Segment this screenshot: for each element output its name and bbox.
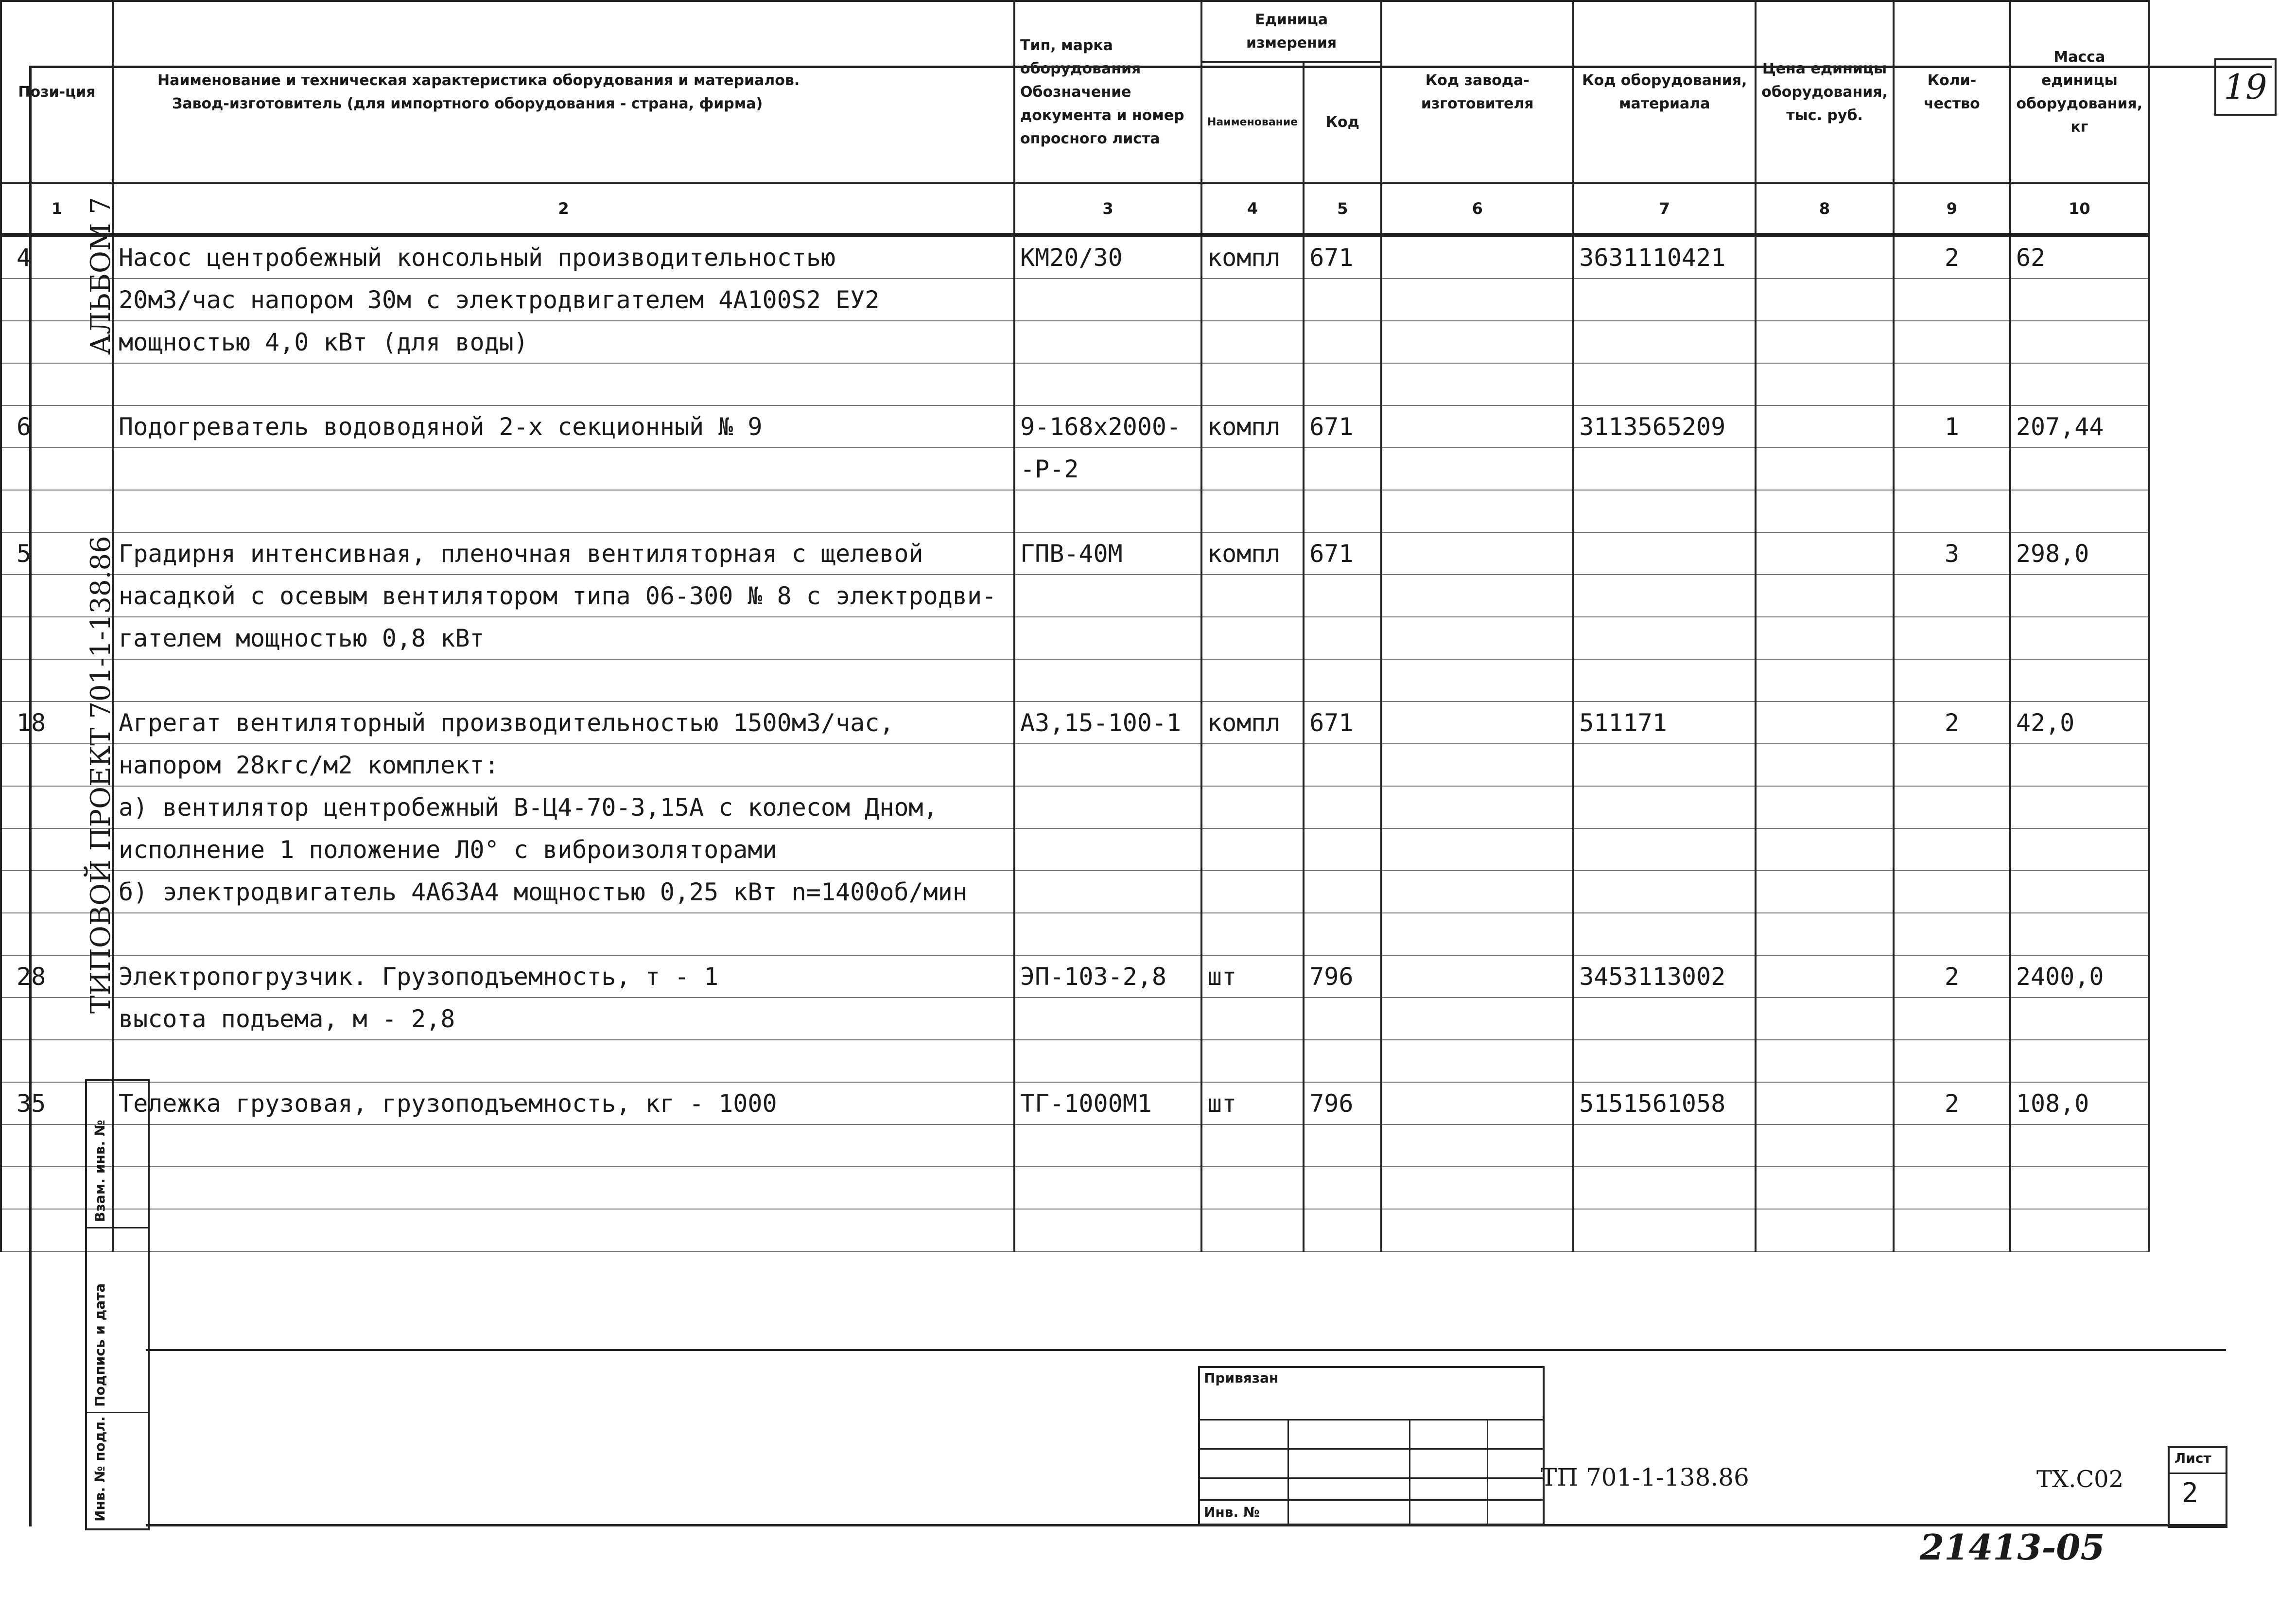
mass-cell: 62	[2010, 235, 2149, 279]
binding-label: Привязан	[1204, 1370, 1279, 1386]
stamp-vline	[1287, 1419, 1289, 1524]
header-unit-name: Наименование	[1201, 62, 1304, 183]
unit-cell: шт	[1201, 1082, 1304, 1124]
side-cell-replaced-inv	[87, 1081, 148, 1228]
col-number: 4	[1201, 183, 1304, 235]
type-cell: КМ20/30	[1014, 235, 1201, 279]
mass-cell: 207,44	[2010, 405, 2149, 448]
header-mass: Масса единицы оборудования, кг	[2010, 1, 2149, 183]
quantity-cell: 2	[1894, 1082, 2010, 1124]
col-number: 10	[2010, 183, 2149, 235]
stamp-vline	[1487, 1419, 1488, 1524]
side-cell-signature-date	[87, 1227, 148, 1413]
name-cell: исполнение 1 положение Л0° с виброизоляторами	[113, 828, 1014, 871]
position-cell: 35	[1, 1082, 113, 1124]
name-cell: Тележка грузовая, грузоподъемность, кг - 1000	[113, 1082, 1014, 1124]
equipment-code-cell: 3453113002	[1573, 955, 1756, 998]
unit-code-cell: 671	[1304, 701, 1381, 744]
unit-cell: компл	[1201, 701, 1304, 744]
quantity-cell: 3	[1894, 532, 2010, 575]
unit-code-cell: 796	[1304, 1082, 1381, 1124]
name-cell: Агрегат вентиляторный производительностью 1500м3/час,	[113, 701, 1014, 744]
document-mark: ТХ.С02	[2036, 1466, 2124, 1493]
equipment-code-cell: 3631110421	[1573, 235, 1756, 279]
side-cell-label: Подпись и дата	[92, 1283, 108, 1407]
col-number: 6	[1381, 183, 1573, 235]
type-cell: -Р-2	[1014, 448, 1201, 490]
name-cell: Градирня интенсивная, пленочная вентиляторная с щелевой	[113, 532, 1014, 575]
col-number: 8	[1756, 183, 1894, 235]
unit-cell: компл	[1201, 405, 1304, 448]
drawing-frame	[29, 66, 2272, 1526]
sheet-label: Лист	[2174, 1450, 2211, 1466]
col-number: 7	[1573, 183, 1756, 235]
unit-code-cell: 671	[1304, 532, 1381, 575]
type-cell: ГПВ-40М	[1014, 532, 1201, 575]
header-unit-group: Единица измерения	[1201, 1, 1381, 62]
col-number: 3	[1014, 183, 1201, 235]
album-label: АЛЬБОМ 7	[85, 197, 117, 355]
stamp-line	[1200, 1419, 1543, 1420]
position-cell: 18	[1, 701, 113, 744]
position-cell: 5	[1, 532, 113, 575]
unit-cell: шт	[1201, 955, 1304, 998]
stamp-line	[1200, 1448, 1543, 1450]
equipment-code-cell: 3113565209	[1573, 405, 1756, 448]
col-number: 9	[1894, 183, 2010, 235]
side-cell-label: Взам. инв. №	[92, 1120, 108, 1222]
mass-cell: 298,0	[2010, 532, 2149, 575]
col-number: 5	[1304, 183, 1381, 235]
header-position: Пози-ция	[1, 1, 113, 183]
position-cell: 28	[1, 955, 113, 998]
header-type: Тип, марка оборудования Обозначение документа и номер опросного листа	[1014, 1, 1201, 183]
header-price: Цена единицы оборудования, тыс. руб.	[1756, 1, 1894, 183]
name-cell: б) электродвигатель 4А63А4 мощностью 0,25 кВт n=1400об/мин	[113, 871, 1014, 913]
frame-bottom-line	[146, 1524, 2226, 1526]
name-cell: мощностью 4,0 кВт (для воды)	[113, 321, 1014, 363]
type-cell: ТГ-1000М1	[1014, 1082, 1201, 1124]
mass-cell: 42,0	[2010, 701, 2149, 744]
type-cell: 9-168х2000-	[1014, 405, 1201, 448]
type-cell: ЭП-103-2,8	[1014, 955, 1201, 998]
stamp-vline	[1409, 1419, 1410, 1524]
quantity-cell: 2	[1894, 955, 2010, 998]
header-equipment-code: Код оборудования, материала	[1573, 1, 1756, 183]
name-cell: Насос центробежный консольный производительностью	[113, 235, 1014, 279]
side-cell-original-inv	[87, 1412, 148, 1526]
unit-code-cell: 671	[1304, 235, 1381, 279]
unit-cell: компл	[1201, 235, 1304, 279]
type-cell: А3,15-100-1	[1014, 701, 1201, 744]
quantity-cell: 1	[1894, 405, 2010, 448]
col-number: 2	[113, 183, 1014, 235]
inv-number-label: Инв. №	[1204, 1504, 1260, 1520]
equipment-code-cell: 511171	[1573, 701, 1756, 744]
equipment-code-cell: 5151561058	[1573, 1082, 1756, 1124]
position-cell: 4	[1, 235, 113, 279]
mass-cell: 2400,0	[2010, 955, 2149, 998]
quantity-cell: 2	[1894, 235, 2010, 279]
name-cell: Электропогрузчик. Грузоподъемность, т - 1	[113, 955, 1014, 998]
name-cell: а) вентилятор центробежный В-Ц4-70-3,15А с колесом Дном,	[113, 786, 1014, 828]
header-name-line2: Завод-изготовитель (для импортного оборудования - страна, фирма)	[172, 95, 763, 112]
header-quantity: Коли-чество	[1894, 1, 2010, 183]
stamp-line	[1200, 1499, 1543, 1501]
sheet-divider	[2170, 1473, 2226, 1474]
name-cell: насадкой с осевым вентилятором типа 06-300 № 8 с электродви-	[113, 575, 1014, 617]
quantity-cell: 2	[1894, 701, 2010, 744]
side-cell-label: Инв. № подл.	[92, 1416, 108, 1522]
name-cell: напором 28кгс/м2 комплект:	[113, 744, 1014, 786]
stamp-line	[1200, 1477, 1543, 1479]
col-number: 1	[1, 183, 113, 235]
header-factory-code: Код завода-изготовителя	[1381, 1, 1573, 183]
unit-cell: компл	[1201, 532, 1304, 575]
table-bottom-line	[146, 1349, 2226, 1351]
handwritten-archive-number: 21413-05	[1920, 1526, 2105, 1568]
document-code: ТП 701-1-138.86	[1541, 1463, 1749, 1491]
header-unit-code: Код	[1304, 62, 1381, 183]
binding-stamp	[1198, 1366, 1545, 1525]
side-stamp-strip	[85, 1079, 150, 1530]
unit-code-cell: 671	[1304, 405, 1381, 448]
sheet-box	[2168, 1446, 2227, 1528]
unit-code-cell: 796	[1304, 955, 1381, 998]
name-cell: Подогреватель водоводяной 2-х секционный № 9	[113, 405, 1014, 448]
name-cell: 20м3/час напором 30м с электродвигателем 4А100S2 ЕУ2	[113, 279, 1014, 321]
position-cell: 6	[1, 405, 113, 448]
name-cell: гателем мощностью 0,8 кВт	[113, 617, 1014, 659]
mass-cell: 108,0	[2010, 1082, 2149, 1124]
handwritten-sheet-number: 19	[2214, 58, 2277, 116]
name-cell: высота подъема, м - 2,8	[113, 998, 1014, 1040]
project-label: ТИПОВОЙ ПРОЕКТ 701-1-138.86	[85, 536, 117, 1014]
sheet-value: 2	[2182, 1477, 2198, 1509]
header-name-line1: Наименование и техническая характеристика оборудования и материалов.	[157, 71, 800, 89]
